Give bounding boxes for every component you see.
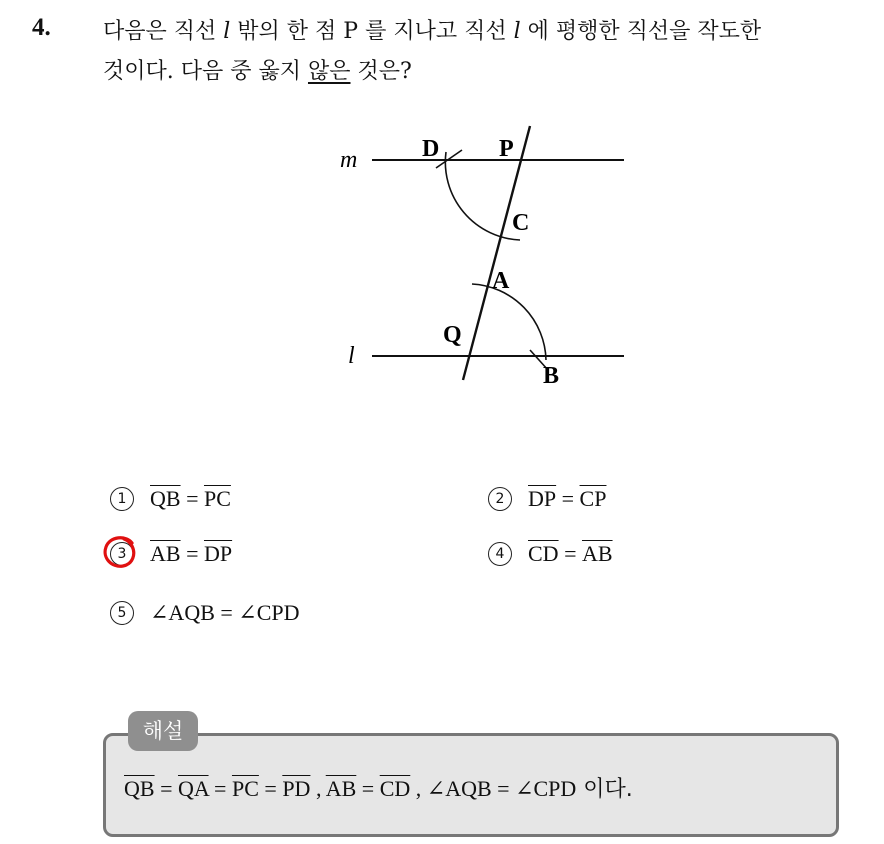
construction-figure <box>330 120 640 390</box>
label-b: B <box>543 363 560 389</box>
label-q: Q <box>443 322 462 348</box>
choice-4[interactable]: 4 $\overline{CD}$ = $\overline{AB}$ <box>488 541 613 567</box>
choice-1[interactable]: 1 $\overline{QB}$ = $\overline{PC}$ <box>110 486 231 512</box>
question-line-1: 다음은 직선 l 밖의 한 점 P 를 지나고 직선 l 에 평행한 직선을 작도한 <box>103 19 762 44</box>
choice-2[interactable]: 2 $\overline{DP}$ = $\overline{CP}$ <box>488 486 606 512</box>
label-p: P <box>499 136 514 162</box>
question-text <box>103 12 873 92</box>
label-c: C <box>512 210 530 236</box>
label-l: l <box>348 343 355 369</box>
label-a: A <box>492 268 510 294</box>
solution-text: $\overline{QB} = \overline{QA} = \overline{PC} = \overline{PD}$ , $\overline{AB} = \overline{CD}$ , ∠AQB = ∠CPD 이다. <box>124 776 633 802</box>
question-line-2: 것이다. 다음 중 옳지 않은 것은? <box>103 59 412 84</box>
transversal-line <box>463 126 530 380</box>
label-m: m <box>340 147 358 173</box>
underlined-word: 않은 <box>307 59 351 84</box>
arc-dc <box>445 152 520 240</box>
solution-tag: 해설 <box>128 711 198 751</box>
label-d: D <box>422 136 440 162</box>
answer-mark-circle-icon <box>102 534 138 570</box>
question-number: 4. <box>32 14 51 41</box>
choice-3[interactable]: 3 $\overline{AB}$ = $\overline{DP}$ <box>110 541 232 567</box>
arc-ab <box>472 284 546 360</box>
choice-5[interactable]: 5 ∠AQB = ∠CPD <box>110 600 300 626</box>
